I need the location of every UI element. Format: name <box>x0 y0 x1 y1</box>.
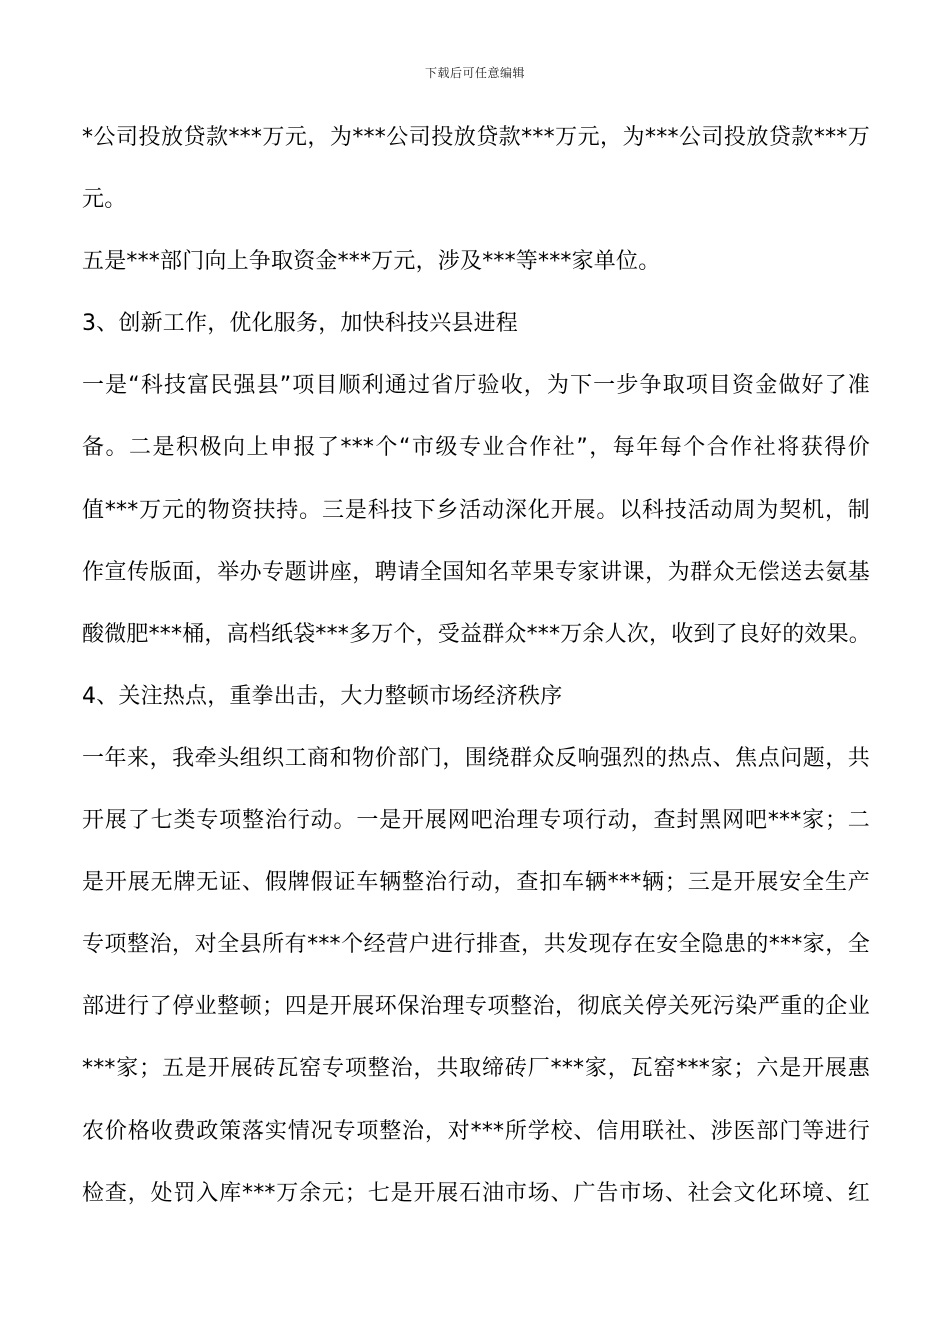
text-line: 酸微肥***桶，高档纸袋***多万个，受益群众***万余人次，收到了良好的效果。 <box>82 621 872 647</box>
text-line: 是开展无牌无证、假牌假证车辆整治行动，查扣车辆***辆；三是开展安全生产 <box>82 870 870 896</box>
text-line: 开展了七类专项整治行动。一是开展网吧治理专项行动，查封黑网吧***家；二 <box>82 808 870 834</box>
section-heading: 3、创新工作，优化服务，加快科技兴县进程 <box>82 311 518 337</box>
text-line: 部进行了停业整顿；四是开展环保治理专项整治，彻底关停关死污染严重的企业 <box>82 994 870 1020</box>
section-heading: 4、关注热点，重拳出击，大力整顿市场经济秩序 <box>82 683 563 709</box>
text-line: ***家；五是开展砖瓦窑专项整治，共取缔砖厂***家，瓦窑***家；六是开展惠 <box>82 1056 870 1082</box>
text-line: 一年来，我牵头组织工商和物价部门，围绕群众反响强烈的热点、焦点问题，共 <box>82 745 870 771</box>
page-header: 下载后可任意编辑 <box>424 66 525 80</box>
text-line: 元。 <box>82 187 127 213</box>
text-line: 作宣传版面，举办专题讲座，聘请全国知名苹果专家讲课，为群众无偿送去氨基 <box>82 559 870 585</box>
text-line: 专项整治，对全县所有***个经营户进行排查，共发现存在安全隐患的***家，全 <box>82 932 870 958</box>
text-line: 检查，处罚入库***万余元；七是开展石油市场、广告市场、社会文化环境、红 <box>82 1180 870 1206</box>
text-line: 备。二是积极向上申报了***个“市级专业合作社”，每年每个合作社将获得价 <box>82 435 870 461</box>
text-line: 五是***部门向上争取资金***万元，涉及***等***家单位。 <box>82 249 661 275</box>
text-line: *公司投放贷款***万元，为***公司投放贷款***万元，为***公司投放贷款***万 <box>82 125 870 150</box>
text-line: 一是“科技富民强县”项目顺利通过省厅验收，为下一步争取项目资金做好了准 <box>82 373 870 399</box>
document-body <box>82 116 870 1234</box>
text-line: 农价格收费政策落实情况专项整治，对***所学校、信用联社、涉医部门等进行 <box>82 1118 870 1144</box>
text-line: 值***万元的物资扶持。三是科技下乡活动深化开展。以科技活动周为契机，制 <box>82 497 870 523</box>
